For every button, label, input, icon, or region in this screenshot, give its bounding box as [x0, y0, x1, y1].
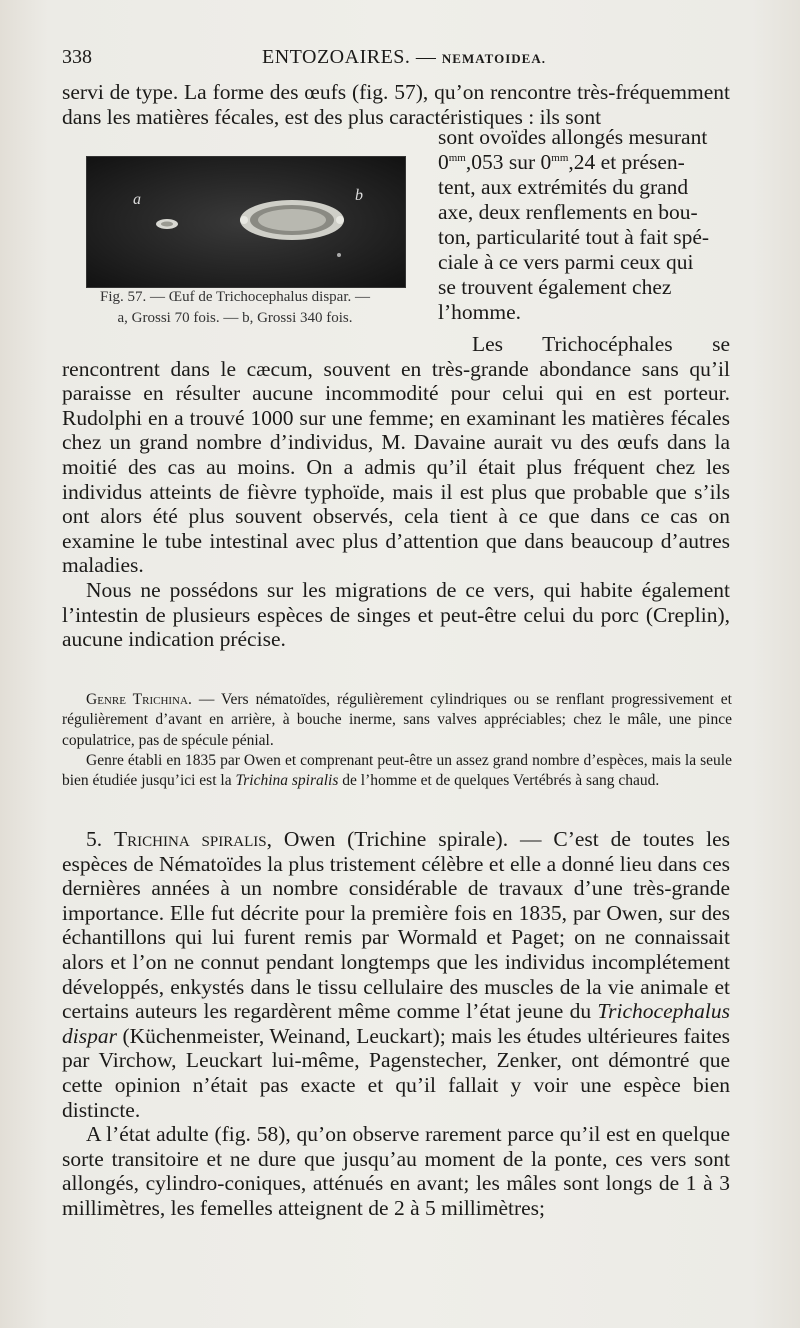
page-header — [62, 44, 742, 74]
page-number: 338 — [62, 46, 92, 68]
running-head-title: ENTOZOAIRES. — [262, 46, 411, 68]
paragraph-migrations: Nous ne possédons sur les migrations de ce vers, qui habite également l’intestin de plusieurs espèces de singes et peut-être celui du porc (Creplin), aucune indication précise. — [62, 577, 730, 652]
genre-trichina-note — [62, 690, 732, 791]
egg-description-column — [438, 125, 730, 325]
figure-caption-line2: a, Grossi 70 fois. — b, Grossi 340 fois. — [117, 310, 353, 326]
egg-line-1: sont ovoïdes allongés mesurant — [438, 125, 708, 149]
running-head-subtitle: NEMATOIDEA. — [441, 51, 546, 66]
figure-caption — [62, 287, 408, 329]
egg-line-8: l’homme. — [438, 300, 521, 324]
egg-line-6: ciale à ce vers parmi ceux qui — [438, 250, 694, 274]
intro-text: servi de type. La forme des œufs (fig. 57), qu’on rencontre très-fréquemment dans les matières fécales, est des plus caractéristiques : ils sont — [62, 80, 730, 129]
running-head — [262, 46, 546, 69]
trichina-paragraph-1: 5. Trichina spiralis, Owen (Trichine spirale). — C’est de toutes les espèces de Nématoïdes la plus tristement célèbre et elle a donné lieu dans ces dernières années à un nombre considérable de travaux d’une très-grande importance. Elle fut décrite pour la première fois en 1835, par Owen, sur des échantillons qui lui furent remis par Wormald et Paget; on ne connaissait alors et l’on ne connut pendant longtemps que les individus incomplétement développés, enkystés dans le tissu cellulaire des muscles de la vie animale et certains auteurs les regardèrent même comme l’état jeune du Trichocephalus dispar (Küchenmeister, Weinand, Leuckart); mais les études ultérieures faites par Virchow, Leuckart lui-même, Pagenstecher, Zenker, ont démontré que cette opinion n’était pas exacte et qu’il fallait y voir une espèce bien distincte. — [62, 827, 731, 1122]
figure-57 — [62, 155, 434, 335]
figure-caption-line1: Fig. 57. — Œuf de Trichocephalus dispar. — — [100, 289, 370, 305]
genre-paragraph-1: Genre Trichina. — Vers nématoïdes, régulièrement cylindriques ou se renflant progressivement et régulièrement d’avant en arrière, à bouche inerme, sans valves appréciables; chez le mâle, une pince copulatrice, pas de spécule pénial. — [62, 691, 732, 749]
intro-paragraph — [62, 80, 730, 129]
egg-line-2: $0^{mm},053$ sur $0^{mm},24$ et présen- — [438, 150, 685, 174]
paragraph-trichocephales: Les Trichocéphales se rencontrent dans le cæcum, souvent en très-grande abondance sans qu’il paraisse en résulter aucune incommodité pour celui qui en est porteur. Rudolphi en a trouvé 1000 sur une femme; en examinant les matières fécales chez un grand nombre d’individus, M. Davaine aurait vu des œufs dans la moitié des cas au moins. On a admis qu’il était plus fréquent chez les individus atteints de fièvre typhoïde, mais il est plus que probable que s’ils ont alors été plus souvent observés, cela tient à ce que dans ce cas on examine le tube intestinal avec plus d’attention que dans beaucoup d’autres maladies. — [62, 332, 730, 578]
egg-line-7: se trouvent également chez — [438, 275, 672, 299]
running-head-dash: — — [415, 46, 437, 68]
figure-label-a: a — [133, 191, 141, 208]
trichina-section — [62, 827, 730, 1221]
genre-label: Genre Trichina — [86, 691, 188, 708]
egg-line-3: tent, aux extrémités du grand — [438, 175, 689, 199]
figure-label-b: b — [355, 187, 363, 204]
body-paragraphs — [62, 332, 730, 652]
egg-line-5: ton, particularité tout à fait spé- — [438, 225, 710, 249]
trichina-species-name: Trichina spiralis — [114, 827, 267, 851]
egg-line-4: axe, deux renflements en bou- — [438, 200, 698, 224]
genre-paragraph-2: Genre établi en 1835 par Owen et comprenant peut-être un assez grand nombre d’espèces, mais la seule bien étudiée jusqu’ici est la Trichina spiralis de l’homme et de quelques Vertébrés à sang chaud. — [62, 751, 732, 790]
egg-illustration — [87, 157, 405, 287]
trichina-paragraph-2: A l’état adulte (fig. 58), qu’on observe rarement parce qu’il est en quelque sorte transitoire et ne dure que jusqu’au moment de la ponte, ces vers sont allongés, cylindro-coniques, atténués en avant; les mâles sont longs de 1 à 3 millimètres, les femelles atteignent de 2 à 5 millimètres; — [62, 1122, 730, 1220]
egg-micrograph-image — [86, 156, 406, 288]
